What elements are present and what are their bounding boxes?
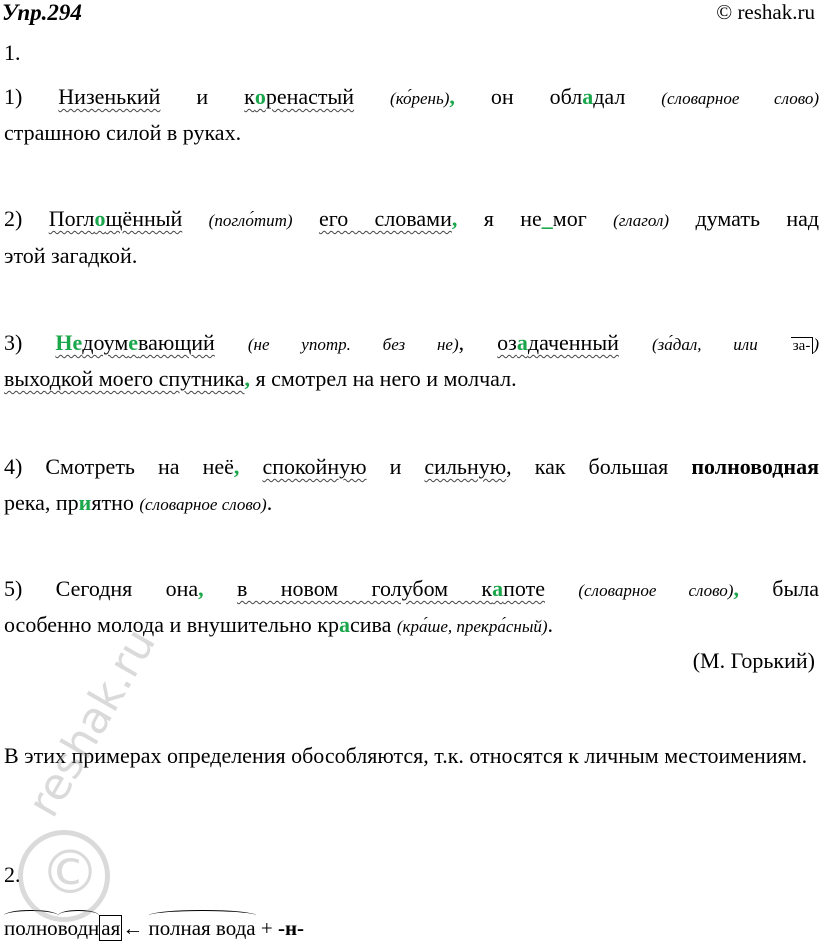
sentence-4-line-1: 4) Смотреть на неё, спокойную и сильную, как большая полноводная	[4, 454, 820, 479]
conclusion: В этих примерах определения обособляются, т.к. относятся к личным местоимениям.	[4, 743, 808, 768]
arrow: ←	[122, 916, 144, 940]
root-polno: полно	[4, 916, 58, 940]
sentence-1-line-2: страшною силой в руках.	[4, 120, 242, 145]
sentence-1-line-1: 1) Низенький и коренастый (ко́рень), он обладал (словарное слово)	[4, 84, 820, 109]
sentence-2-line-1: 2) Поглощённый (погло́тит) его словами, я не_мог (глагол) думать над	[4, 206, 820, 231]
word-pogloshchennyy: Поглощённый	[48, 206, 183, 231]
phrase-v-novom-kapote: в новом голубом капоте	[236, 576, 545, 601]
watermark-symbol: ©	[40, 838, 100, 908]
morpheme-analysis: полноводная← полная вода + -н-	[4, 916, 305, 940]
author: (М. Горький)	[692, 648, 815, 673]
sentence-3-line-2: выходкой моего спутника, я смотрел на него и молчал.	[4, 366, 517, 391]
sentence-5-line-1: 5) Сегодня она, в новом голубом капоте (словарное слово), была	[4, 576, 820, 601]
exercise-title: Упр.294	[2, 0, 82, 25]
word-korenastyy: коренастый	[244, 84, 355, 109]
word-ozadachennyy: озадаченный	[497, 330, 619, 355]
part1-label: 1.	[4, 40, 21, 65]
base-phrase: полная вода	[148, 916, 256, 940]
sentence-4-line-2: река, приятно (словарное слово).	[4, 490, 273, 515]
root-vodn: водн	[57, 916, 100, 940]
word-nedoumevayushchiy: Недоумевающий	[55, 330, 215, 355]
part2-label: 2.	[4, 862, 21, 887]
sentence-3-line-1: 3) Недоумевающий (не употр. без не), озадаченный (за́дал, или за- )	[4, 330, 819, 355]
suffix: -н-	[277, 916, 305, 940]
word-nizenkiy: Низенький	[58, 84, 161, 109]
sentence-5-line-2: особенно молода и внушительно красива (кра́ше, прекра́сный).	[4, 612, 554, 637]
sentence-2-line-2: этой загадкой.	[4, 243, 138, 268]
ending-box: ая	[101, 916, 121, 940]
copyright: © reshak.ru	[716, 0, 815, 24]
prefix-box: за-	[791, 337, 814, 354]
watermark-text: reshak.ru	[18, 620, 166, 826]
